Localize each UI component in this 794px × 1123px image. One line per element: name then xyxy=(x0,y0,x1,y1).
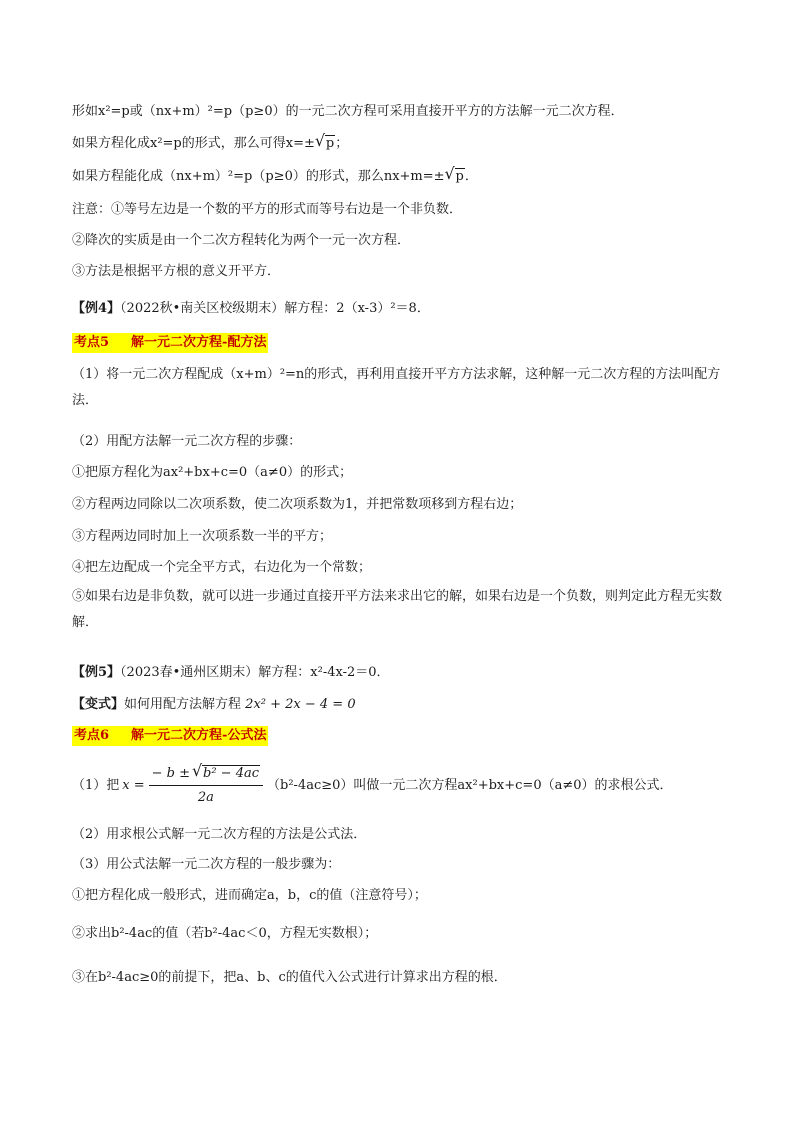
radicand: b² − 4ac xyxy=(203,766,260,781)
text-line: ②求出b²-4ac的值（若b²-4ac＜0，方程无实数根）； xyxy=(72,926,378,941)
text-paragraph: （1）将一元二次方程配成（x+m）²=n的形式，再利用直接开平方方法求解，这种解一元二次方程的方法叫配方法． xyxy=(72,367,721,408)
numerator-prefix: − b ± xyxy=(151,766,191,781)
text-segment: ； xyxy=(335,136,349,151)
text-line: （2）用求根公式解一元二次方程的方法是公式法． xyxy=(72,827,367,842)
text-segment: 如果方程能化成（nx+m）²=p（p≥0）的形式，那么nx+m=± xyxy=(72,169,445,184)
text-paragraph: ⑤如果右边是非负数，就可以进一步通过直接开平方法来求出它的解，如果右边是一个负数，则判定此方程无实数解． xyxy=(72,589,723,630)
example-label: 【例4】 xyxy=(72,301,121,316)
variant-equation: 2x² + 2x − 4 = 0 xyxy=(245,697,356,712)
text-line: 注意：①等号左边是一个数的平方的形式而等号右边是一个非负数． xyxy=(72,202,463,217)
text-line: ③在b²-4ac≥0的前提下，把a、b、c的值代入公式进行计算求出方程的根． xyxy=(72,970,507,985)
text-segment: （b²-4ac≥0）叫做一元二次方程ax²+bx+c=0（a≠0）的求根公式． xyxy=(267,778,673,793)
example-5 xyxy=(72,664,732,682)
sqrt-symbol xyxy=(316,135,335,153)
text-line: ②方程两边同除以二次项系数，使二次项系数为1，并把常数项移到方程右边； xyxy=(72,497,523,512)
sqrt-symbol xyxy=(193,765,260,783)
radicand: p xyxy=(455,169,464,184)
text-line: （3）用公式法解一元二次方程的一般步骤为： xyxy=(72,857,341,872)
section-heading-5 xyxy=(72,333,268,353)
text-line: 形如x²=p或（nx+m）²=p（p≥0）的一元二次方程可采用直接开平方的方法解一元二次方程． xyxy=(72,104,624,119)
example-4 xyxy=(72,300,732,318)
example-text: （2022秋•南关区校级期末）解方程：2（x-3）²＝8． xyxy=(120,301,430,316)
text-line: ①把方程化成一般形式，进而确定a，b，c的值（注意符号）； xyxy=(72,888,427,903)
formula-denominator: 2a xyxy=(197,790,214,805)
text-line: ③方程两边同时加上一次项系数一半的平方； xyxy=(72,529,333,544)
formula-numerator xyxy=(149,765,263,786)
text-line: ④把左边配成一个完全平方式，右边化为一个常数； xyxy=(72,560,372,575)
text-line: ①把原方程化为ax²+bx+c=0（a≠0）的形式； xyxy=(72,465,353,480)
variant-exercise xyxy=(72,696,732,714)
text-segment: ． xyxy=(464,169,478,184)
text-line xyxy=(72,168,732,186)
example-text: （2023春•通州区期末）解方程：x²-4x-2＝0． xyxy=(120,665,390,680)
radicand: p xyxy=(325,136,335,151)
section-title: 解一元二次方程-配方法 xyxy=(131,335,267,350)
text-segment: （1）把 xyxy=(72,778,120,793)
text-line: （2）用配方法解一元二次方程的步骤： xyxy=(72,434,302,449)
text-segment: 如果方程化成x²=p的形式，那么可得x=± xyxy=(72,136,315,151)
section-title: 解一元二次方程-公式法 xyxy=(131,728,267,743)
variant-label: 【变式】 xyxy=(72,697,125,712)
sqrt-symbol xyxy=(446,168,465,186)
text-line: ②降次的实质是由一个二次方程转化为两个一元一次方程． xyxy=(72,233,411,248)
formula-line xyxy=(72,760,732,812)
quadratic-formula xyxy=(149,765,263,807)
section-number: 考点6 xyxy=(74,728,110,743)
text-line: ③方法是根据平方根的意义开平方． xyxy=(72,264,281,279)
example-label: 【例5】 xyxy=(72,665,121,680)
text-line xyxy=(72,135,732,153)
section-number: 考点5 xyxy=(74,335,110,350)
formula-lhs: x = xyxy=(122,778,145,793)
variant-text: 如何用配方法解方程 xyxy=(124,697,242,712)
section-heading-6 xyxy=(72,726,268,746)
